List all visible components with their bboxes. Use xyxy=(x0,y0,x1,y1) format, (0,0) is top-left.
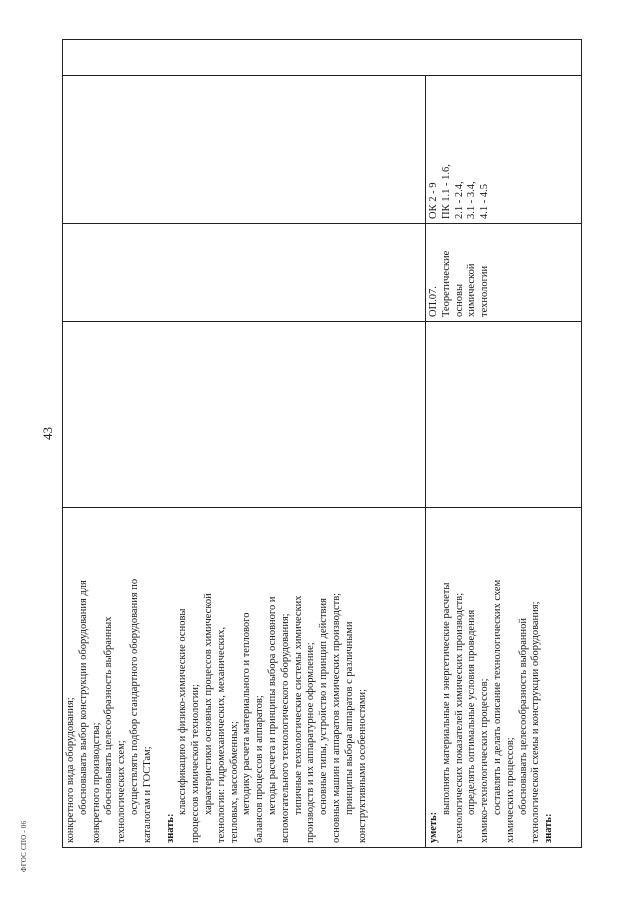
skill-line xyxy=(155,512,165,843)
empty-cell xyxy=(63,40,582,76)
skill-line: методику расчета материального и теплового xyxy=(241,612,253,815)
rotated-table-wrapper xyxy=(62,40,582,848)
skill-line: основных машин и аппаратов химических производств; xyxy=(330,592,342,843)
competency-code: ПК 1.1 - 1.6, xyxy=(440,164,452,219)
skill-line: производств и их аппаратурное оформление; xyxy=(305,642,317,843)
skill-line: технологической схемы и конструкции оборудования; xyxy=(530,601,542,843)
skill-line: химико-технологических процессов; xyxy=(479,678,491,843)
skill-line: определять оптимальные условия проведения xyxy=(466,609,478,815)
competency-code: 2.1 - 2.4, xyxy=(453,181,465,219)
skill-line: тепловых, массообменных; xyxy=(228,721,240,843)
skill-line: технологии: гидромеханических, механических, xyxy=(215,626,227,843)
skill-line: технологических показателей химических производств; xyxy=(453,592,465,843)
skill-line: технологических схем; xyxy=(116,740,128,843)
discipline-cell xyxy=(425,224,581,322)
skill-line: химических процессов; xyxy=(504,737,516,843)
skill-line: типичные технологические системы химических xyxy=(292,595,304,815)
skill-line: методы расчета и принципы выбора основного и xyxy=(266,596,278,815)
discipline-name-line: технологии xyxy=(479,265,491,317)
competencies-cell xyxy=(425,76,581,224)
skill-line: обосновывать выбор конструкции оборудования для xyxy=(77,580,89,815)
table-row xyxy=(63,40,426,848)
skill-line: обосновывать целесообразность выбранной xyxy=(517,617,529,815)
skill-line: основные типы, устройство и принцип действия xyxy=(318,598,330,815)
skills-knowledge-cell xyxy=(425,508,581,848)
competency-code: ОК 2 - 9 xyxy=(427,182,439,219)
page-number: 43 xyxy=(40,427,55,440)
discipline-code: ОП.07. xyxy=(427,286,439,317)
competency-code: 3.1 - 3.4, xyxy=(466,181,478,219)
section-heading: знать: xyxy=(543,813,555,843)
skill-line: классификацию и физико-химические основы xyxy=(177,608,189,815)
empty-cell xyxy=(63,322,426,508)
skill-line: принципы выбора аппаратов с различными xyxy=(343,621,355,815)
curriculum-table xyxy=(62,39,582,848)
skill-line: процессов химической технологии; xyxy=(190,684,202,843)
skill-line: конкретного вида оборудования; xyxy=(65,697,76,843)
competency-code: 4.1 - 4.5 xyxy=(479,184,491,219)
empty-cell xyxy=(63,76,426,224)
discipline-name-line: Теоретические основы xyxy=(440,250,465,317)
skills-knowledge-cell xyxy=(63,508,426,848)
skill-line: конкретного производства; xyxy=(90,722,102,843)
skill-line: выполнять материальные и энергетические расчеты xyxy=(440,582,452,815)
empty-cell xyxy=(63,224,426,322)
footer-standard-code: ФГОС СПО - 06 xyxy=(20,820,28,872)
skill-line: балансов процессов и аппаратов; xyxy=(254,695,266,843)
skill-line: вспомогательного технологического оборудования; xyxy=(279,613,291,843)
skill-line: обосновывать целесообразность выбранных xyxy=(103,616,115,815)
empty-cell xyxy=(425,322,581,508)
discipline-name-line: химической xyxy=(466,263,478,317)
skill-line: конструктивными особенностями; xyxy=(356,688,368,843)
skill-line: характеристики основных процессов химической xyxy=(202,593,214,815)
skill-line: каталогам и ГОСТам; xyxy=(141,746,153,843)
table-row xyxy=(425,40,581,848)
section-heading: знать: xyxy=(164,813,176,843)
section-heading: уметь: xyxy=(427,811,439,843)
skill-line: осуществлять подбор стандартного оборудования по xyxy=(128,578,140,815)
skill-line: составлять и делать описание технологических схем xyxy=(491,579,503,815)
